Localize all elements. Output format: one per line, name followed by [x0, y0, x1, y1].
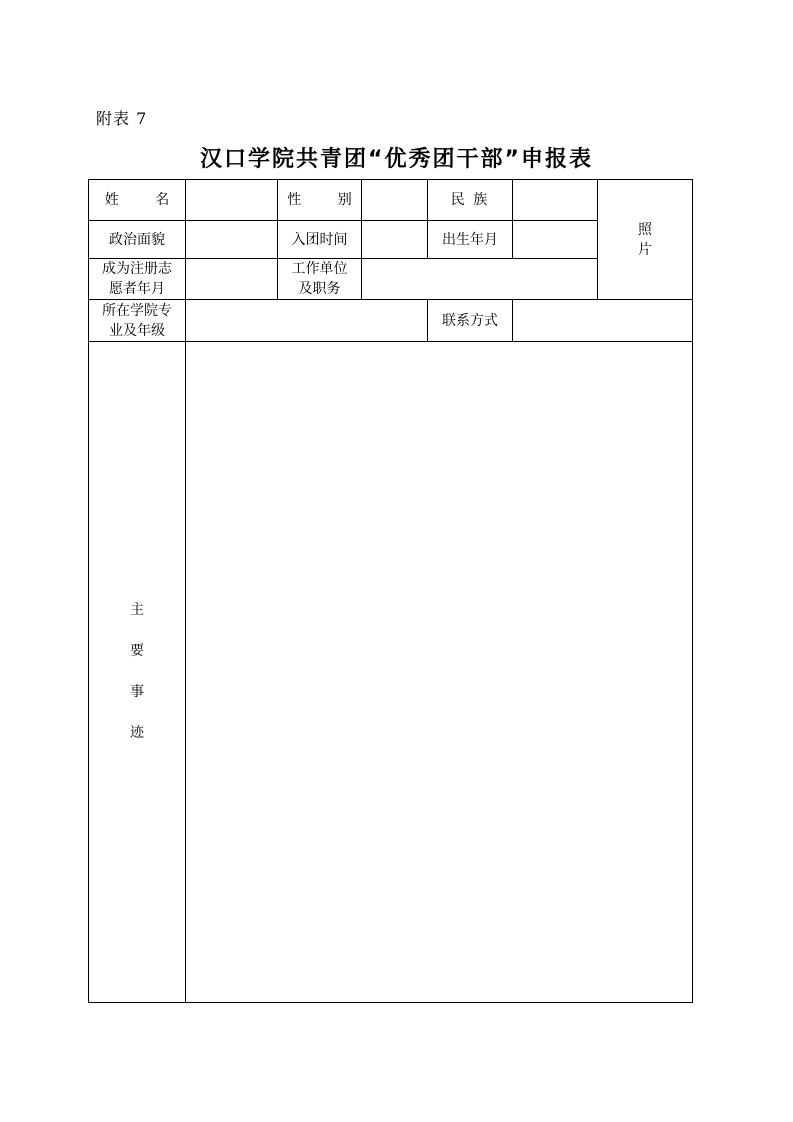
- birth-date-label: 出生年月: [428, 221, 513, 259]
- application-form-table: [88, 179, 693, 1003]
- work-unit-field[interactable]: [362, 259, 598, 300]
- gender-field[interactable]: [362, 180, 428, 221]
- ethnicity-field[interactable]: [513, 180, 598, 221]
- contact-field[interactable]: [513, 300, 693, 342]
- photo-label-1: 照: [638, 221, 652, 238]
- volunteer-reg-field[interactable]: [186, 259, 278, 300]
- form-row-5: [89, 342, 693, 1003]
- attachment-label: 附表 7: [96, 109, 148, 128]
- form-title: 汉口学院共青团“优秀团干部”申报表: [200, 147, 593, 172]
- volunteer-reg-label: 成为注册志 愿者年月: [89, 259, 186, 300]
- contact-label: 联系方式: [428, 300, 513, 342]
- political-status-field[interactable]: [186, 221, 278, 259]
- college-label: 所在学院专 业及年级: [89, 300, 186, 342]
- photo-label-2: 片: [638, 241, 652, 258]
- league-join-date-label: 入团时间: [278, 221, 362, 259]
- political-status-label: 政治面貌: [89, 221, 186, 259]
- main-deeds-label: 主 要 事 迹: [89, 342, 186, 1003]
- photo-cell[interactable]: [598, 180, 693, 300]
- college-field[interactable]: [186, 300, 428, 342]
- main-deeds-field[interactable]: [186, 342, 693, 1003]
- league-join-date-field[interactable]: [362, 221, 428, 259]
- name-field[interactable]: [186, 180, 278, 221]
- name-label: 姓 名: [89, 180, 186, 221]
- form-row-4: [89, 300, 693, 342]
- work-unit-label: 工作单位 及职务: [278, 259, 362, 300]
- gender-label: 性 别: [278, 180, 362, 221]
- ethnicity-label: 民 族: [428, 180, 513, 221]
- form-row-1: [89, 180, 693, 221]
- birth-date-field[interactable]: [513, 221, 598, 259]
